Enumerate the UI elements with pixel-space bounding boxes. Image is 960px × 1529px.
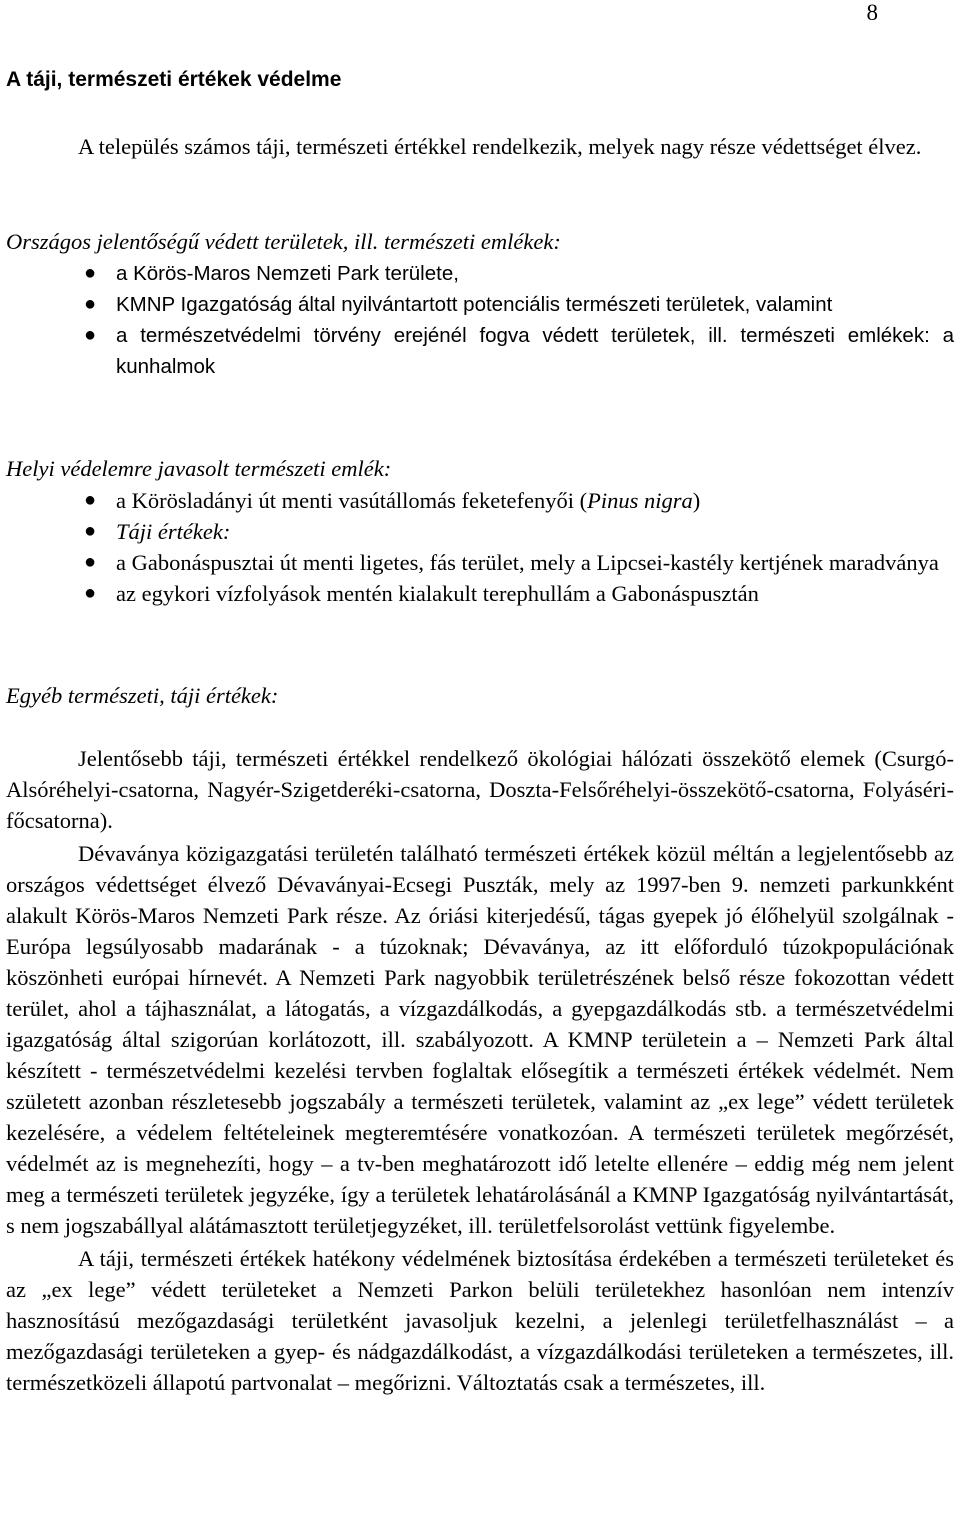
list-item: ● Táji értékek: [6, 516, 954, 547]
bullet-icon: ● [84, 520, 97, 542]
bullet-icon: ● [84, 262, 97, 284]
body-paragraph-2: Dévaványa közigazgatási területén található természeti értékek közül méltán a legjelentősebb az országos védettséget élvező Dévaványai-Ecsegi Puszták, mely az 1997-ben 9. nemzeti parkunkként alakult Körös-Maros Nemzeti Park része. Az óriási kiterjedésű, tágas gyepek jó élőhelyül szolgálnak - Európa legsúlyosabb madarának - a túzoknak; Dévaványa, az itt előforduló túzokpopulációnak köszönheti európai hírnevét. A Nemzeti Park nagyobbik területrészének belső része fokozottan védett terület, ahol a tájhasználat, a látogatás, a vízgazdálkodás, a gyepgazdálkodás stb. a természetvédelmi igazgatóság által szigorúan korlátozott, ill. szabályozott. A KMNP területein a – Nemzeti Park által készített - természetvédelmi kezelési tervben foglaltak elősegítik a természeti értékek védelmét. Nem született azonban részletesebb jogszabály a természeti területek, valamint az „ex lege” védett területek kezelésére, a védelem feltételeinek megteremtésére vonatkozóan. A természeti területek megőrzését, védelmét az is megnehezíti, hogy – a tv-ben meghatározott idő letelte ellenére – eddig még nem jelent meg a természeti területek jegyzéke, így a területek lehatárolásánál a KMNP Igazgatóság nyilvántartását, s nem jogszabállyal alátámasztott területjegyzéket, ill. területfelsorolást vettünk figyelembe. [6, 841, 954, 1238]
local-label: Helyi védelemre javasolt természeti emlék: [6, 456, 392, 481]
intro-paragraph: A település számos táji, természeti értékkel rendelkezik, melyek nagy része védettséget élvez. [78, 134, 922, 159]
bullet-icon: ● [84, 551, 97, 573]
list-item: ● az egykori vízfolyások mentén kialakult terephullám a Gabonáspusztán [6, 578, 954, 609]
bullet-icon: ● [84, 324, 97, 346]
bullet-icon: ● [84, 293, 97, 315]
list-item: ● a Körös-Maros Nemzeti Park területe, [6, 258, 954, 289]
page-number: 8 [866, 0, 878, 25]
body-paragraph-1: Jelentősebb táji, természeti értékkel rendelkező ökológiai hálózati összekötő elemek (Csurgó-Alsóréhelyi-csatorna, Nagyér-Szigetderéki-csatorna, Doszta-Felsőréhelyi-összekötő-csatorna, Folyáséri-főcsatorna). [6, 746, 954, 833]
list-item: ● a Gabonáspusztai út menti ligetes, fás terület, mely a Lipcsei-kastély kertjének maradványa [6, 547, 954, 578]
national-list [6, 258, 954, 382]
bullet-icon: ● [84, 489, 97, 511]
bullet-icon: ● [84, 582, 97, 604]
list-item: ● KMNP Igazgatóság által nyilvántartott potenciális természeti területek, valamint [6, 289, 954, 320]
other-label: Egyéb természeti, táji értékek: [6, 683, 279, 708]
national-label: Országos jelentőségű védett területek, ill. természeti emlékek: [6, 229, 561, 254]
body-paragraph-3: A táji, természeti értékek hatékony védelmének biztosítása érdekében a természeti területeket és az „ex lege” védett területeket a Nemzeti Parkon belüli területekhez hasonlóan nem intenzív hasznosítású mezőgazdasági területként javasoljuk kezelni, a jelenlegi területfelhasználást – a mezőgazdasági területeken a gyep- és nádgazdálkodást, a vízgazdálkodási területeken a természetes, ill. természetközeli állapotú partvonalat – megőrizni. Változtatás csak a természetes, ill. [6, 1246, 954, 1395]
local-list [6, 485, 954, 609]
list-item: ● a természetvédelmi törvény erejénél fogva védett területek, ill. természeti emlékek: a kunhalmok [6, 320, 954, 382]
section-heading: A táji, természeti értékek védelme [6, 68, 342, 91]
list-item: ● a Körösladányi út menti vasútállomás feketefenyői (Pinus nigra) [6, 485, 954, 516]
